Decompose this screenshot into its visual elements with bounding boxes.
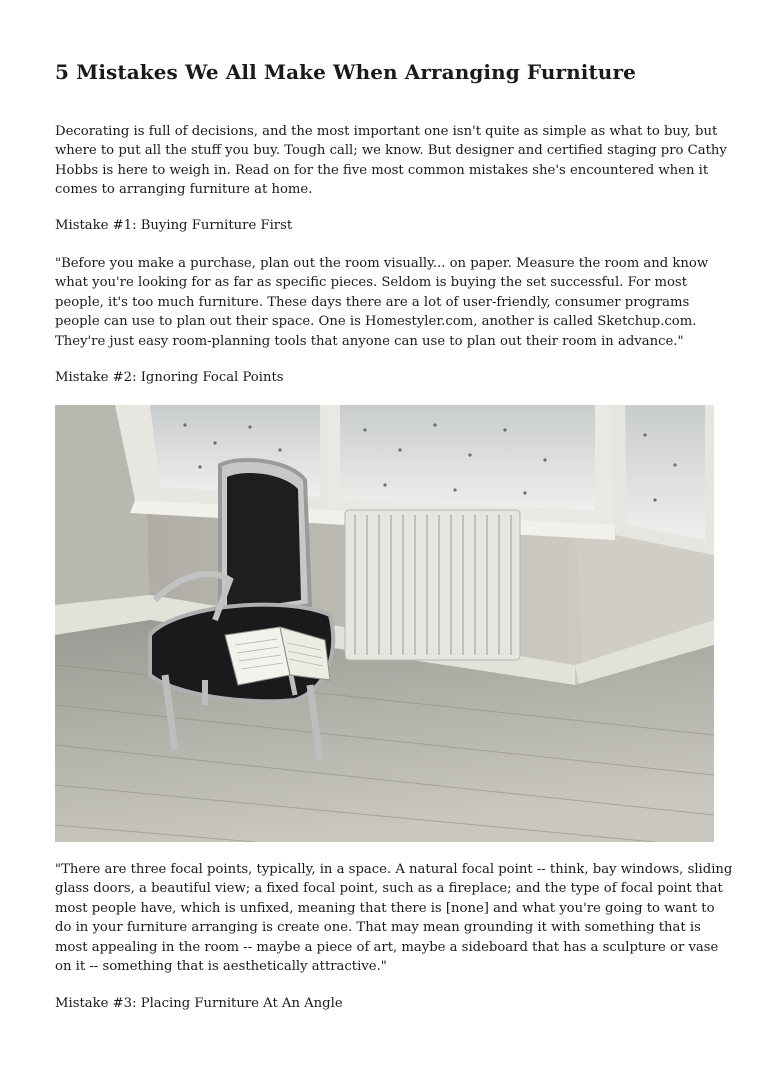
room-photo: [55, 405, 714, 842]
intro-paragraph: [55, 122, 727, 200]
mistake-2-heading: Mistake #2: Ignoring Focal Points: [55, 370, 284, 385]
text-line: people can use to plan out their space. One is Homestyler.com, another is called Sketchup.com.: [55, 314, 697, 330]
text-line: They're just easy room-planning tools that anyone can use to plan out their room in advance.": [55, 333, 684, 349]
text-line: "There are three focal points, typically, in a space. A natural focal point -- think, bay windows, sliding: [55, 862, 733, 877]
article-title: 5 Mistakes We All Make When Arranging Furniture: [55, 60, 636, 84]
mistake-1-quote: [55, 254, 715, 351]
mistake-2-quote: [55, 860, 733, 976]
text-line: glass doors, a beautiful view; a fixed focal point, such as a fireplace; and the type of focal point that: [55, 881, 723, 897]
text-line: do in your furniture arranging is create one. That may mean grounding it with something that is: [55, 920, 701, 936]
text-line: "Before you make a purchase, plan out the room visually... on paper. Measure the room and know: [55, 256, 709, 271]
mistake-3-heading: Mistake #3: Placing Furniture At An Angle: [55, 996, 343, 1011]
text-line: what you're looking for as far as specific pieces. Seldom is buying the set successful. For most: [55, 275, 687, 291]
text-line: people, it's too much furniture. These days there are a lot of user-friendly, consumer programs: [55, 294, 690, 310]
text-line: most appealing in the room -- maybe a piece of art, maybe a sideboard that has a sculpture or vase: [55, 939, 719, 955]
text-line: comes to arranging furniture at home.: [55, 182, 313, 198]
text-line: Hobbs is here to weigh in. Read on for the five most common mistakes she's encountered when it: [55, 162, 709, 178]
text-line: Decorating is full of decisions, and the most important one isn't quite as simple as what to buy, but: [55, 124, 718, 139]
text-line: on it -- something that is aesthetically attractive.": [55, 959, 387, 975]
text-line: where to put all the stuff you buy. Tough call; we know. But designer and certified staging pro Cathy: [55, 143, 727, 159]
text-line: most people have, which is unfixed, meaning that there is [none] and what you're going to want to: [55, 900, 715, 916]
mistake-1-heading: Mistake #1: Buying Furniture First: [55, 218, 293, 233]
